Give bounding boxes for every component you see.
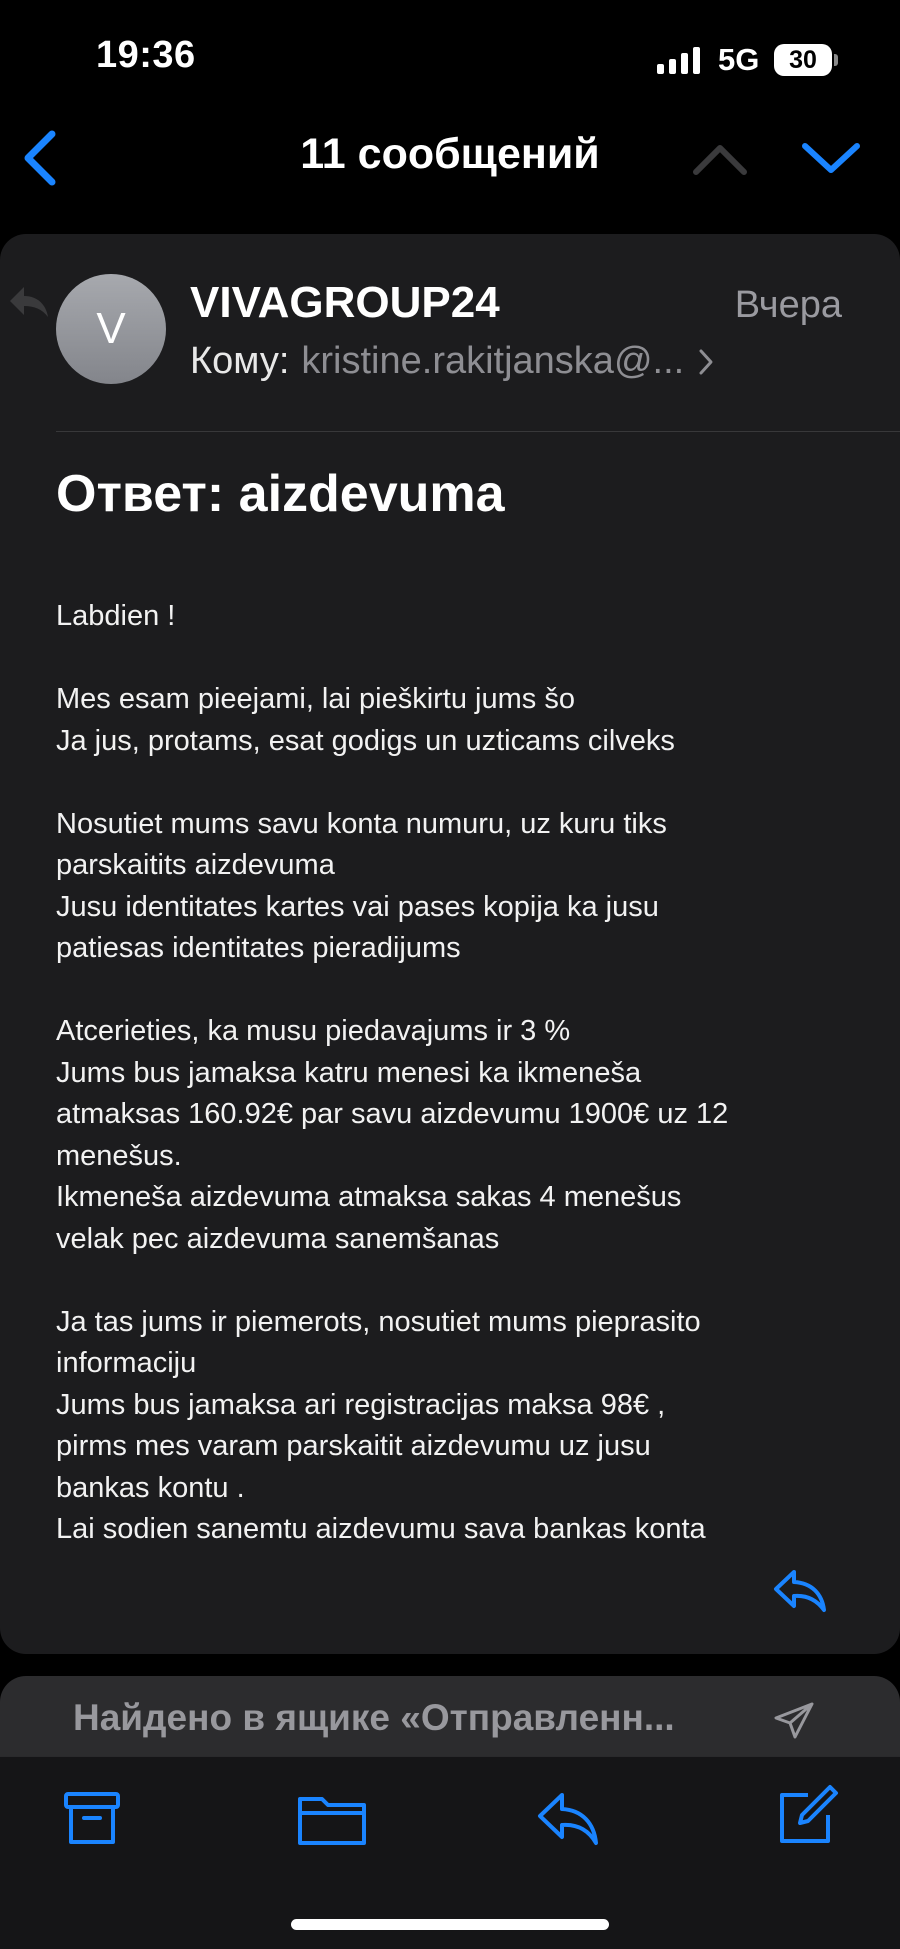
folder-icon [296,1789,368,1849]
cellular-signal-icon [657,46,700,74]
reply-toolbar-button[interactable] [536,1789,600,1849]
avatar-initial: V [96,304,126,353]
reply-icon [772,1568,828,1614]
reply-icon [536,1789,600,1849]
avatar[interactable] [56,274,166,384]
archive-icon [62,1789,126,1849]
previous-message-button[interactable] [692,138,748,178]
battery-icon [774,44,832,76]
sent-mailbox-button[interactable] [772,1700,816,1740]
message-subject: Ответ: aizdevuma [56,465,505,523]
status-time: 19:36 [96,34,196,76]
home-indicator[interactable] [291,1919,609,1930]
battery-level: 30 [789,45,817,74]
compose-icon [776,1783,840,1847]
sender-name[interactable]: VIVAGROUP24 [190,278,500,327]
network-type: 5G [718,42,760,77]
next-message-button[interactable] [800,138,862,178]
recipients-row[interactable] [190,340,714,383]
archive-button[interactable] [62,1789,126,1849]
page-title: 11 сообщений [300,130,600,178]
message-body: Labdien ! Mes esam pieejami, lai pieškirtu jums šo Ja jus, protams, esat godigs un uzticams cilveks Nosutiet mums savu konta numuru, uz kuru tiks parskaitits aizdevuma Jusu identitates kartes vai pases kopija ka jusu patiesas identitates pieradijums Atcerieties, ka musu piedavajums ir 3 % Jums bus jamaksa katru menesi ka ikmeneša atmaksas 160.92€ par savu aizdevumu 1900€ uz 12 menešus. Ikmeneša aizdevuma atmaksa sakas 4 menešus velak pec aizdevuma sanemšanas Ja tas jums ir piemerots, nosutiet mums pieprasito informaciju Jums bus jamaksa ari registracijas maksa 98€ , pirms mes varam parskaitit aizdevumu uz jusu bankas kontu . Lai sodien sanemtu aizdevumu sava bankas konta [56,600,729,1545]
battery-tip [834,54,838,66]
move-to-folder-button[interactable] [296,1789,368,1849]
paper-plane-icon [772,1700,816,1740]
replied-icon [6,283,50,323]
chevron-right-icon [698,348,714,376]
chevron-up-icon [692,138,748,178]
header-divider [56,431,900,432]
to-label: Кому: [190,340,290,382]
message-date: Вчера [734,284,842,326]
found-in-label[interactable]: Найдено в ящике «Отправленн... [73,1697,675,1738]
reply-button[interactable] [772,1568,828,1614]
compose-button[interactable] [776,1783,840,1843]
recipient-address: kristine.rakitjanska@... [301,340,685,382]
chevron-down-icon [800,138,862,178]
